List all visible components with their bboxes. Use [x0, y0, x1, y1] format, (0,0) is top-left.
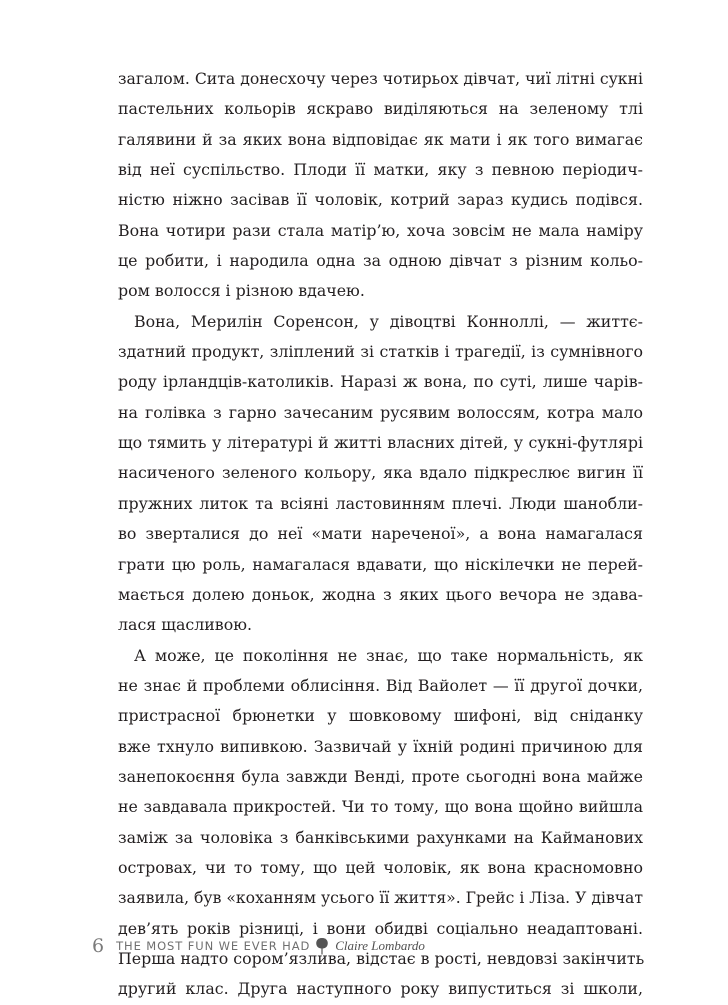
body-text [118, 64, 643, 1005]
text-line: занепокоєння була завжди Венді, проте сьогодні вона майже [118, 766, 643, 786]
text-line: галявини й за яких вона відповідає як мати і як того вимагає [118, 129, 643, 149]
text-line: грати цю роль, намагалася вдавати, що ніскілечки не перей- [118, 554, 643, 574]
text-line: ністю ніжно засівав її чоловік, котрий зараз кудись подівся. [118, 190, 643, 210]
text-line: ром волосся і різною вдачею. [118, 281, 365, 301]
text-line: загалом. Сита донесхочу через чотирьох дівчат, чиї літні сукні [118, 69, 643, 88]
text-line: Вона чотири рази стала матір’ю, хоча зовсім не мала наміру [118, 220, 643, 240]
text-line: во зверталися до неї «мати нареченої», а вона намагалася [118, 524, 643, 544]
text-line: пастельних кольорів яскраво виділяються на зеленому тлі [118, 99, 643, 119]
book-title: THE MOST FUN WE EVER HAD [116, 939, 311, 953]
text-line: заміж за чоловіка з банківськими рахунками на Кайманових [118, 827, 643, 847]
text-line: Перша надто сором’язлива, відстає в рості, невдовзі закінчить [118, 948, 645, 968]
text-line: це робити, і народила одна за одною дівчат з різним кольо- [118, 251, 643, 271]
paragraph [118, 307, 643, 641]
text-line: що тямить у літературі й житті власних дітей, у сукні-футлярі [118, 433, 643, 453]
page-number: 6 [92, 935, 105, 957]
paragraph [118, 64, 643, 307]
text-line: пружних литок та всіяні ластовинням плечі. Люди шанобли- [118, 493, 643, 513]
text-line: заявила, був «коханням усього її життя». Грейс і Ліза. У дівчат [118, 889, 643, 908]
text-line: вже тхнуло випивкою. Зазвичай у їхній родині причиною для [118, 736, 643, 756]
text-line: другий клас. Друга наступного року випуститься зі школи, [118, 979, 643, 999]
text-line: пристрасної брюнетки у шовковому шифоні, від сніданку [118, 706, 643, 726]
running-footer [92, 932, 425, 960]
text-line: островах, чи то тому, що цей чоловік, як вона красномовно [118, 857, 643, 877]
flower-icon [315, 937, 329, 955]
text-line: роду ірландців-католиків. Наразі ж вона, по суті, лише чарів- [118, 372, 643, 392]
author-name: Claire Lombardo [335, 938, 425, 953]
text-line: не знає й проблеми облисіння. Від Вайолет — її другої дочки, [118, 675, 643, 695]
text-line: від неї суспільство. Плоди її матки, яку з певною періодич- [118, 160, 643, 180]
text-line: лася щасливою. [118, 615, 252, 635]
text-line: дев’ять років різниці, і вони обидві соціально неадаптовані. [118, 918, 643, 938]
text-line: А може, це покоління не знає, що таке нормальність, як [134, 645, 643, 665]
text-line: на голівка з гарно зачесаним русявим волоссям, котра мало [118, 402, 643, 422]
text-line: насиченого зеленого кольору, яка вдало підкреслює вигин її [118, 463, 643, 483]
text-line: здатний продукт, зліплений зі статків і трагедії, із сумнівного [118, 342, 643, 362]
text-line: не завдавала прикростей. Чи то тому, що вона щойно вийшла [118, 797, 643, 817]
text-line: Вона, Мерилін Соренсон, у дівоцтві Конноллі, — життє- [134, 311, 643, 331]
text-line: мається долею доньок, жодна з яких цього вечора не здава- [118, 584, 643, 604]
